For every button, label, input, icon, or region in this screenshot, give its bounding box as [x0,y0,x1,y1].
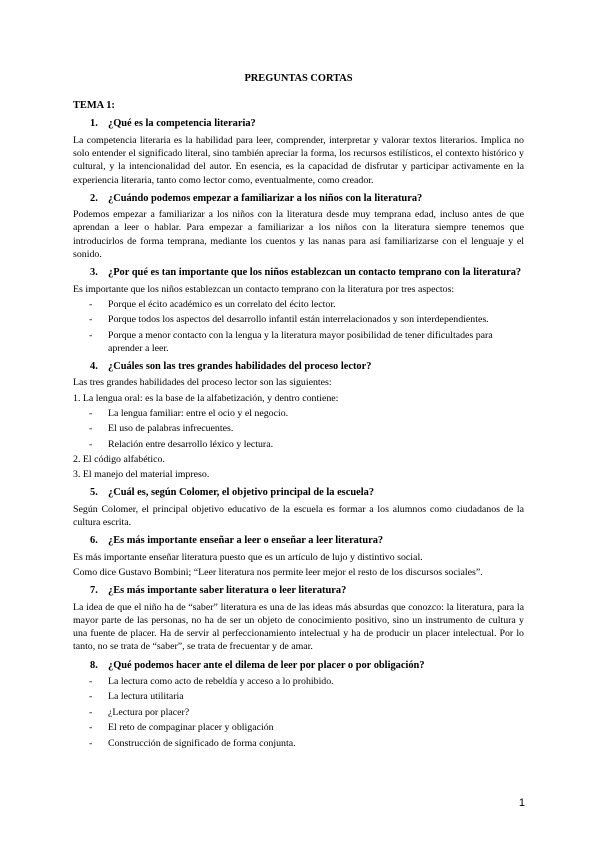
question-text: ¿Es más importante enseñar a leer o enseñar a leer literatura? [108,535,384,547]
list-item: - Porque a menor contacto con la lengua y la literatura mayor posibilidad de tener dificultades para aprender a leer. [89,329,493,354]
question-number: 1. [90,118,98,130]
question-number: 4. [90,360,98,372]
question-4 [73,360,524,374]
question-5 [73,486,524,500]
answer-6-line-1: Es más importante enseñar literatura puesto que es un artículo de lujo y distintivo social. [73,551,423,563]
list-item: - La lengua familiar: entre el ocio y el negocio. [89,407,289,419]
answer-4-item-3: 3. El manejo del material impreso. [73,469,210,481]
list-item: - ¿Lectura por placer? [89,706,190,718]
answer-2: Podemos empezar a familiarizar a los niños con la literatura desde muy temprana edad, incluso antes de que aprendan a leer o hablar. Para empezar a familiarizar a los niños con la literatura siempre tenemos que introducirlos de forma temprana, mediante los cuentos y las nanas para así familiarizarse con el lenguaje y el sonido. [73,209,524,260]
answer-3-intro: Es importante que los niños establezcan un contacto temprano con la literatura por tres aspectos: [73,283,455,295]
page-title: PREGUNTAS CORTAS [244,73,353,84]
question-text: ¿Es más importante saber literatura o leer literatura? [108,585,347,597]
answer-8-list [73,675,524,750]
list-item: - Porque todos los aspectos del desarrollo infantil están interrelacionados y son interdependientes. [89,314,489,326]
list-item: - El uso de palabras infrecuentes. [89,423,234,435]
question-3 [73,266,524,280]
question-number: 3. [90,267,98,279]
answer-3-list [73,298,524,355]
answer-7: La idea de que el niño ha de “saber” literatura es una de las ideas más absurdas que conozco: la literatura, para la mayor parte de las personas, no ha de ser un objeto de conocimiento positivo, sino un instrumento de cultura y una fuente de placer. Ha de servir al perfeccionamiento intelectual y ha de producir un placer intelectual. Por lo tanto, no se trata de “saber”, se trata de frecuentar y de amar. [73,601,524,653]
list-item: - El reto de compaginar placer y obligación [89,722,274,734]
question-number: 7. [90,585,98,597]
list-item: - La lectura como acto de rebeldía y acceso a lo prohibido. [89,676,334,688]
answer-4-intro: Las tres grandes habilidades del proceso lector son las siguientes: [73,377,332,389]
question-number: 6. [90,535,98,547]
question-text: ¿Cuáles son las tres grandes habilidades del proceso lector? [108,360,372,372]
question-7 [73,584,524,598]
list-item: - Construcción de significado de forma conjunta. [89,737,296,749]
answer-4-sublist [73,407,524,451]
question-1 [73,117,524,131]
question-number: 8. [90,659,98,671]
question-text: ¿Cuál es, según Colomer, el objetivo principal de la escuela? [108,487,375,499]
question-text: ¿Qué podemos hacer ante el dilema de leer por placer o por obligación? [108,659,425,671]
list-item: - La lectura utilitaria [89,691,184,703]
answer-4-item-1: 1. La lengua oral: es la base de la alfabetización, y dentro contiene: [73,392,339,404]
question-text: ¿Cuándo podemos empezar a familiarizar a los niños con la literatura? [108,192,423,204]
question-6 [73,534,524,548]
question-text: ¿Por qué es tan importante que los niños establezcan un contacto temprano con la literatura? [108,267,522,279]
section-heading: TEMA 1: [73,100,115,112]
question-8 [73,659,524,673]
question-text: ¿Qué es la competencia literaria? [108,118,256,130]
question-number: 2. [90,192,98,204]
page-number: 1 [518,797,525,809]
question-number: 5. [90,487,98,499]
answer-1: La competencia literaria es la habilidad para leer, comprender, interpretar y valorar textos literarios. Implica no solo entender el significado literal, sino también apreciar la forma, los recursos estilísticos, el contexto histórico y cultural, y la intencionalidad del autor. En esencia, es la capacidad de disfrutar y participar activamente en la experiencia literaria, tanto como lector como, eventualmente, como creador. [73,134,524,186]
answer-4-item-2: 2. El código alfabético. [73,454,165,465]
answer-5: Según Colomer, el principal objetivo educativo de la escuela es formar a los alumnos como ciudadanos de la cultura escrita. [73,503,524,529]
question-2 [73,192,524,206]
answer-6-line-2: Como dice Gustavo Bombini; “Leer literatura nos permite leer mejor el resto de los discursos sociales”. [73,567,483,579]
list-item: - Relación entre desarrollo léxico y lectura. [89,438,274,450]
list-item: - Porque el écito académico es un correlato del écito lector. [89,298,336,310]
